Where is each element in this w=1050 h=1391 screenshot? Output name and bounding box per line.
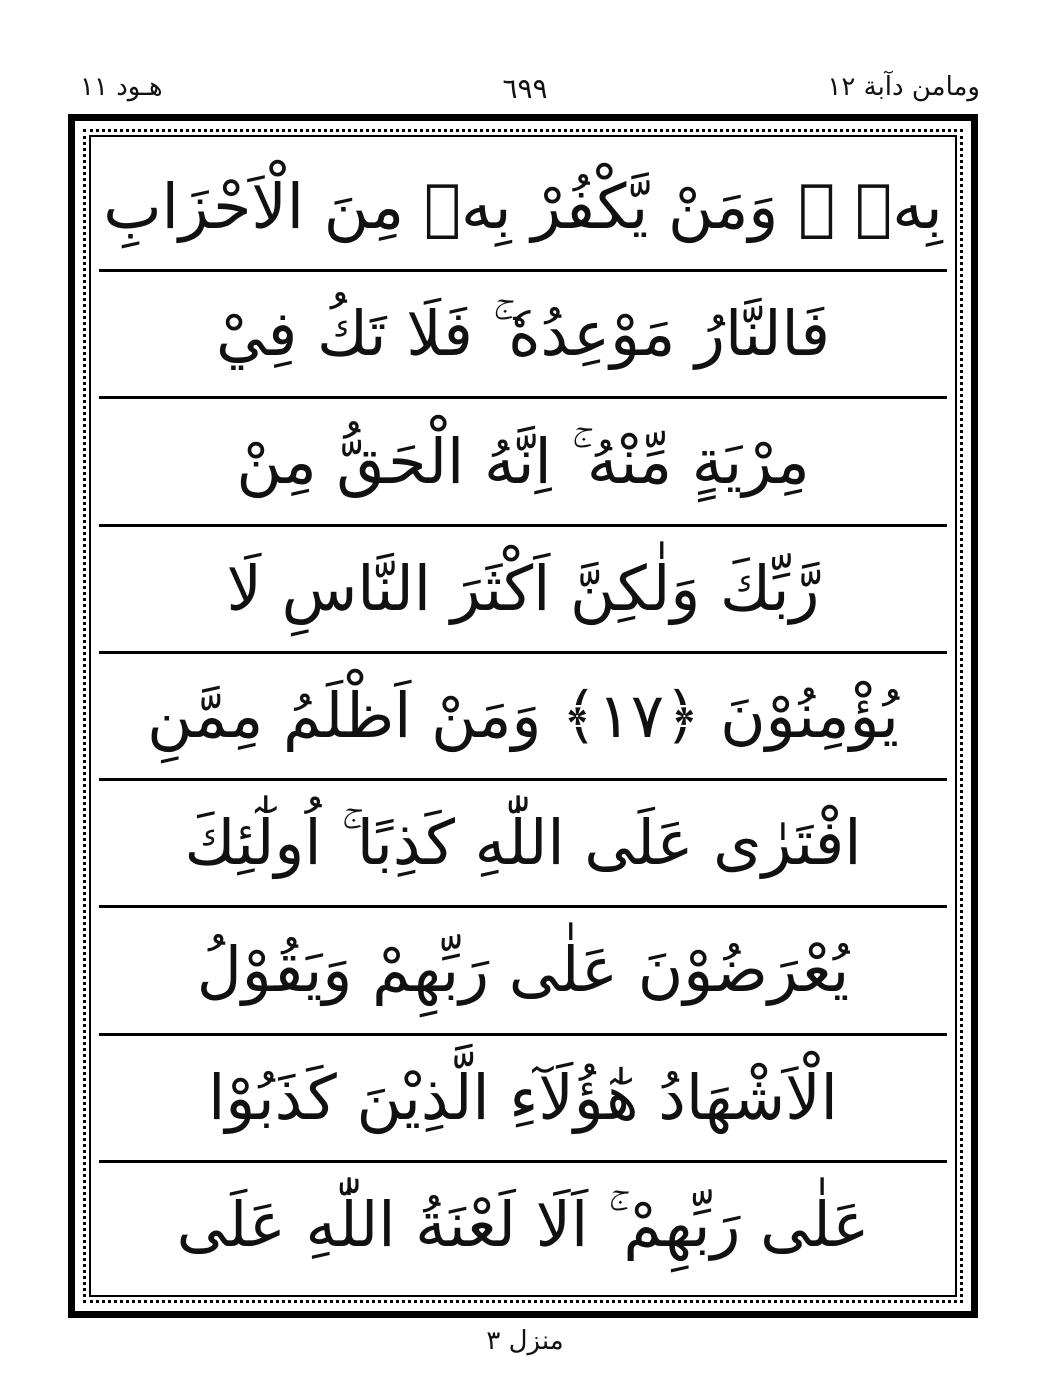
text-line-7: يُعْرَضُوْنَ عَلٰى رَبِّهِمْ وَيَقُوْلُ: [99, 908, 947, 1035]
verse-text-block: [99, 145, 947, 1287]
surah-name: هـود ١١: [80, 72, 163, 102]
text-line-1: بِهٖ ۚ وَمَنْ يَّكْفُرْ بِهٖ مِنَ الْاَحْزَابِ: [99, 145, 947, 272]
manzil-label: منزل ٣: [486, 1326, 564, 1356]
text-line-6: افْتَرٰى عَلَى اللّٰهِ كَذِبًا ۚ اُولٰٓئِكَ: [99, 781, 947, 908]
text-line-4: رَّبِّكَ وَلٰكِنَّ اَكْثَرَ النَّاسِ لَا: [99, 527, 947, 654]
text-line-3: مِرْيَةٍ مِّنْهُ ۚ اِنَّهُ الْحَقُّ مِنْ: [99, 399, 947, 526]
page-border: [68, 114, 978, 1318]
section-heading: ومامن دآبة ١٢: [827, 72, 980, 102]
text-line-8: الْاَشْهَادُ هٰٓؤُلَآءِ الَّذِيْنَ كَذَبُوْا: [99, 1036, 947, 1163]
text-line-9: عَلٰى رَبِّهِمْ ۚ اَلَا لَعْنَةُ اللّٰهِ عَلَى: [176, 1187, 870, 1261]
text-line-2: فَالنَّارُ مَوْعِدُهٗ ۚ فَلَا تَكُ فِيْ: [99, 272, 947, 399]
page-number: ٦٩٩: [502, 72, 548, 105]
text-line-5: يُؤْمِنُوْنَ ﴿١٧﴾ وَمَنْ اَظْلَمُ مِمَّنِ: [99, 654, 947, 781]
border-inner: [73, 119, 973, 1313]
page-header: [70, 72, 980, 112]
